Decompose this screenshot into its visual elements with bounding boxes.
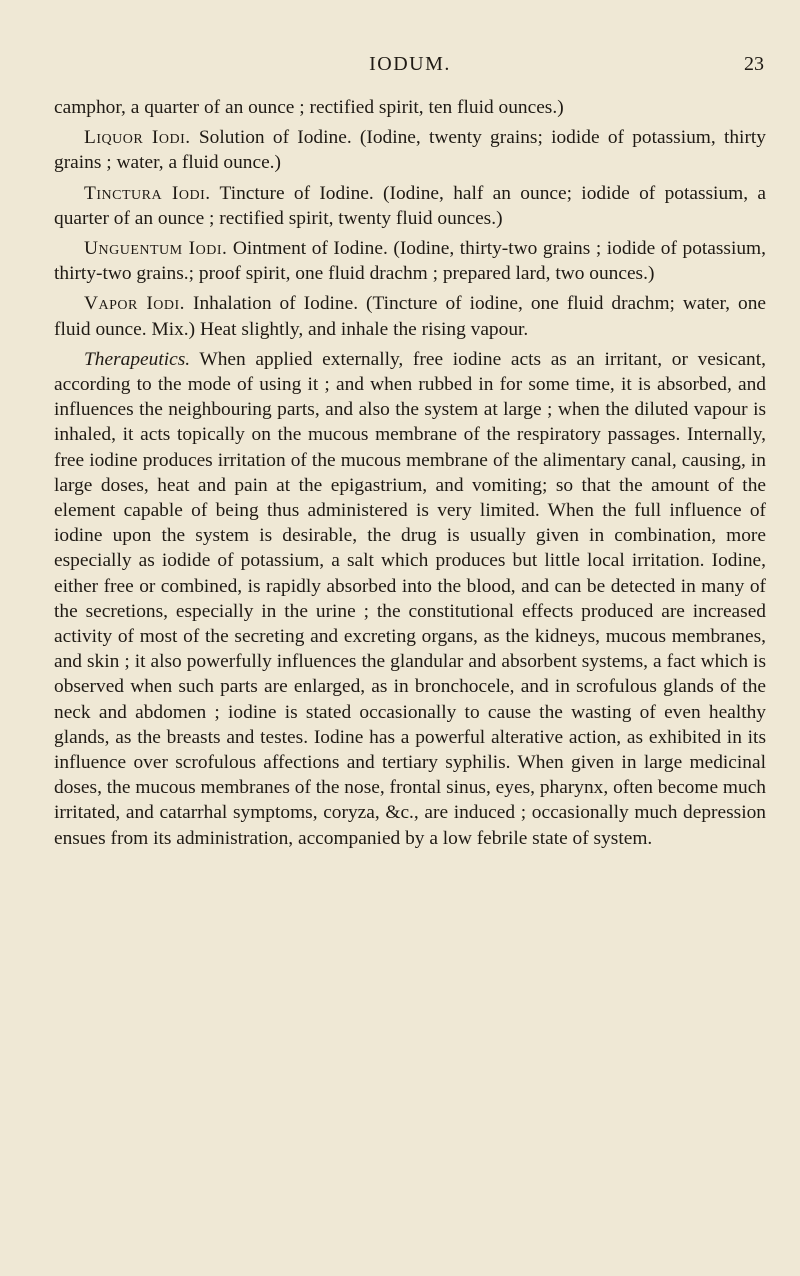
entry-heading: Liquor Iodi. [84, 127, 191, 149]
entry-tinctura-iodi [54, 181, 766, 231]
page-number: 23 [744, 53, 764, 75]
page-title: IODUM. [369, 53, 451, 75]
entry-therapeutics [54, 347, 766, 851]
entry-unguentum-iodi [54, 236, 766, 286]
entry-heading: Vapor Iodi. [84, 293, 186, 315]
entry-text: Solution of Iodine. (Iodine, twenty grains; iodide of potassium, thirty grains ; water, a fluid ounce.) [54, 127, 766, 174]
entry-text: Ointment of Iodine. (Iodine, thirty-two grains ; iodide of potassium, thirty-two grains.; proof spirit, one fluid drachm ; prepared lard, two ounces.) [54, 238, 766, 285]
entry-vapor-iodi [54, 291, 766, 341]
entry-text: Inhalation of Iodine. (Tincture of iodine, one fluid drachm; water, one fluid ounce. Mix.) Heat slightly, and inhale the rising vapour. [54, 293, 766, 340]
entry-heading: Unguentum Iodi. [84, 238, 228, 260]
running-head [54, 53, 766, 79]
entry-liquor-iodi [54, 125, 766, 175]
paragraph-text: camphor, a quarter of an ounce ; rectified spirit, ten fluid ounces.) [54, 97, 564, 118]
section-heading: Therapeutics. [84, 348, 191, 370]
section-text: When applied externally, free iodine acts as an irritant, or vesicant, according to the mode of using it ; and when rubbed in for some time, it is absorbed, and influences the neighbouring parts, and also the system at large ; when the diluted vapour is inhaled, it acts topically on the mucous membrane of the respiratory passages. Internally, free iodine produces irritation of the mucous membrane of the alimentary canal, causing, in large doses, heat and pain at the epigastrium, and vomiting; so that the amount of the element capable of being thus administered is very limited. When the full influence of iodine upon the system is desirable, the drug is usually given in combination, more especially as iodide of potassium, a salt which produces but little local irritation. Iodine, either free or combined, is rapidly absorbed into the blood, and can be detected in many of the secretions, especially in the urine ; the constitutional effects produced are increased activity of most of the secreting and excreting organs, as the kidneys, mucous membranes, and skin ; it also powerfully influences the glandular and absorbent systems, a fact which is observed when such parts are enlarged, as in bronchocele, and in scrofulous glands of the neck and abdomen ; iodine is stated occasionally to cause the wasting of even healthy glands, as the breasts and testes. Iodine has a powerful alterative action, as exhibited in its influence over scrofulous affections and tertiary syphilis. When given in large medicinal doses, the mucous membranes of the nose, frontal sinus, eyes, pharynx, often become much irritated, and catarrhal symptoms, coryza, &c., are induced ; occasionally much depression ensues from its administration, accompanied by a low febrile state of system. [54, 348, 766, 849]
entry-text: Tincture of Iodine. (Iodine, half an ounce; iodide of potassium, a quarter of an ounce ; rectified spirit, twenty fluid ounces.) [54, 182, 766, 229]
page-body [54, 95, 766, 856]
entry-heading: Tinctura Iodi. [84, 182, 211, 204]
paragraph-continuation [54, 95, 766, 120]
